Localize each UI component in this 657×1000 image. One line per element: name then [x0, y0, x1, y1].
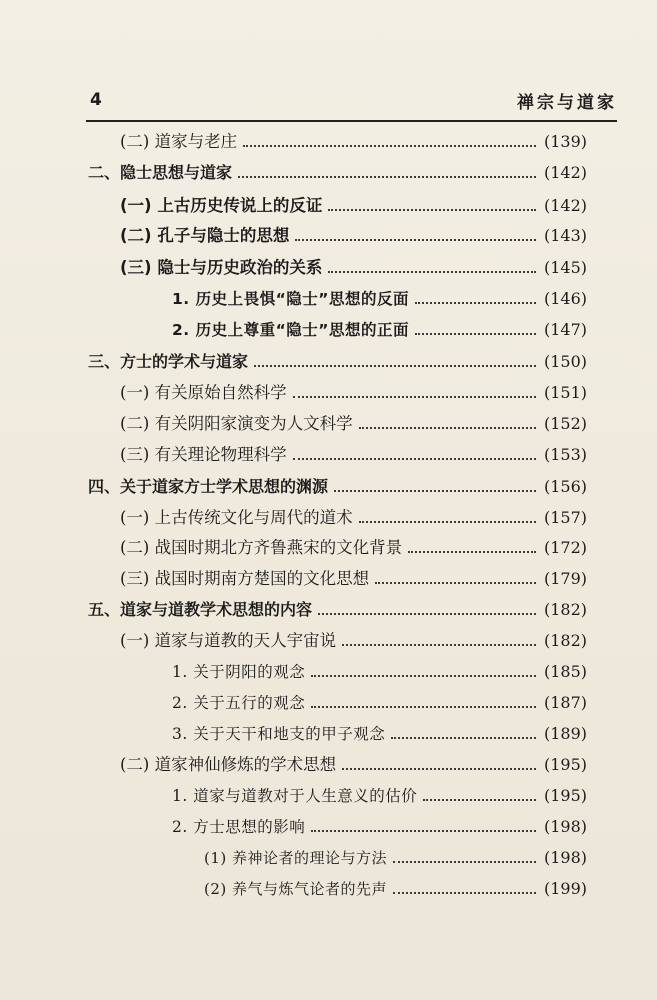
toc-entry-page: (146): [543, 289, 587, 308]
leader-dots: [254, 365, 536, 367]
toc-entry-title: (三) 隐士与历史政治的关系: [120, 258, 323, 277]
leader-dots: [342, 644, 536, 646]
toc-entry: [172, 689, 587, 717]
toc-entry-page: (199): [543, 879, 587, 898]
toc-entry-title: (二) 道家与老庄: [120, 132, 238, 151]
toc-entry-page: (156): [543, 477, 587, 496]
toc-entry-title: (二) 孔子与隐士的思想: [120, 226, 290, 245]
leader-dots: [391, 737, 536, 739]
toc-entry-title: (一) 上古传统文化与周代的道术: [120, 508, 353, 527]
toc-entry-title: 1. 关于阴阳的观念: [172, 663, 306, 681]
toc-entry-title: 五、道家与道教学术思想的内容: [88, 600, 313, 619]
leader-dots: [311, 830, 536, 832]
leader-dots: [408, 551, 536, 553]
toc-entry: [172, 316, 587, 344]
leader-dots: [375, 582, 536, 584]
toc-entry-title: 三、方士的学术与道家: [88, 352, 249, 371]
running-title: 禅宗与道家: [517, 93, 617, 113]
toc-entry: [120, 534, 587, 562]
toc-entry-page: (152): [543, 414, 587, 433]
leader-dots: [328, 271, 536, 273]
leader-dots: [311, 675, 536, 677]
toc-entry: [120, 222, 587, 250]
toc-entry: [172, 813, 587, 841]
toc-entry: [120, 128, 587, 156]
toc-entry: [120, 192, 587, 220]
leader-dots: [359, 427, 536, 429]
toc-entry-title: (二) 道家神仙修炼的学术思想: [120, 755, 337, 774]
page-number: 4: [90, 90, 102, 110]
toc-entry-page: (145): [543, 258, 587, 277]
leader-dots: [311, 706, 536, 708]
toc-entry: [172, 782, 587, 810]
leader-dots: [328, 209, 536, 211]
toc-entry: [172, 720, 587, 748]
toc-entry-page: (142): [543, 163, 587, 182]
toc-entry-page: (142): [543, 196, 587, 215]
toc-entry-page: (172): [543, 538, 587, 557]
toc-entry-page: (151): [543, 383, 587, 402]
toc-entry-page: (195): [543, 755, 587, 774]
toc-entry: [88, 159, 587, 187]
toc-entry-title: 二、隐士思想与道家: [88, 163, 233, 182]
leader-dots: [423, 799, 536, 801]
toc-entry-title: (三) 有关理论物理科学: [120, 445, 287, 464]
toc-entry-title: (2) 养气与炼气论者的先声: [204, 880, 388, 898]
toc-entry: [120, 565, 587, 593]
toc-entry-title: (一) 有关原始自然科学: [120, 383, 287, 402]
leader-dots: [393, 892, 536, 894]
toc-entry-title: 3. 关于天干和地支的甲子观念: [172, 725, 386, 743]
toc-entry-title: (一) 上古历史传说上的反证: [120, 196, 323, 215]
toc-entry: [172, 658, 587, 686]
leader-dots: [393, 861, 536, 863]
toc-entry: [88, 596, 587, 624]
leader-dots: [293, 458, 536, 460]
toc-entry-title: (二) 有关阴阳家演变为人文科学: [120, 414, 353, 433]
toc-entry-page: (185): [543, 662, 587, 681]
leader-dots: [243, 145, 536, 147]
toc-entry-title: 1. 道家与道教对于人生意义的估价: [172, 787, 418, 805]
toc-entry-page: (189): [543, 724, 587, 743]
toc-entry: [120, 379, 587, 407]
page-header: [88, 86, 617, 116]
toc-entry-page: (143): [543, 226, 587, 245]
toc-entry: [172, 285, 587, 313]
header-rule: [86, 120, 617, 122]
toc-entry-page: (157): [543, 508, 587, 527]
toc-entry-page: (153): [543, 445, 587, 464]
leader-dots: [342, 768, 536, 770]
toc-entry-page: (139): [543, 132, 587, 151]
leader-dots: [415, 333, 536, 335]
leader-dots: [318, 613, 536, 615]
toc-entry-title: 四、关于道家方士学术思想的渊源: [88, 477, 329, 496]
toc-entry: [120, 441, 587, 469]
toc-entry-page: (198): [543, 848, 587, 867]
toc-entry-title: 2. 方士思想的影响: [172, 818, 306, 836]
leader-dots: [334, 490, 536, 492]
toc-entry: [88, 473, 587, 501]
toc-entry: [120, 627, 587, 655]
toc-entry-page: (182): [543, 631, 587, 650]
leader-dots: [359, 521, 536, 523]
toc-entry: [120, 410, 587, 438]
toc-entry: [204, 844, 587, 872]
toc-entry: [120, 751, 587, 779]
leader-dots: [415, 302, 536, 304]
toc-entry-title: 1. 历史上畏惧“隐士”思想的反面: [172, 290, 409, 308]
toc-entry: [204, 875, 587, 903]
toc-entry-title: 2. 历史上尊重“隐士”思想的正面: [172, 321, 409, 339]
leader-dots: [295, 239, 536, 241]
leader-dots: [293, 396, 536, 398]
toc-entry-title: (1) 养神论者的理论与方法: [204, 849, 388, 867]
toc-entry-title: (三) 战国时期南方楚国的文化思想: [120, 569, 370, 588]
toc-entry: [120, 254, 587, 282]
toc-entry-title: 2. 关于五行的观念: [172, 694, 306, 712]
toc-entry-title: (二) 战国时期北方齐鲁燕宋的文化背景: [120, 538, 403, 557]
toc-entry-page: (187): [543, 693, 587, 712]
toc-entry-page: (150): [543, 352, 587, 371]
toc-entry-page: (198): [543, 817, 587, 836]
toc-entry-page: (147): [543, 320, 587, 339]
toc-entry: [120, 504, 587, 532]
toc-entry-title: (一) 道家与道教的天人宇宙说: [120, 631, 337, 650]
leader-dots: [238, 176, 536, 178]
toc-entry: [88, 348, 587, 376]
toc-entry-page: (182): [543, 600, 587, 619]
toc-entry-page: (195): [543, 786, 587, 805]
toc-entry-page: (179): [543, 569, 587, 588]
